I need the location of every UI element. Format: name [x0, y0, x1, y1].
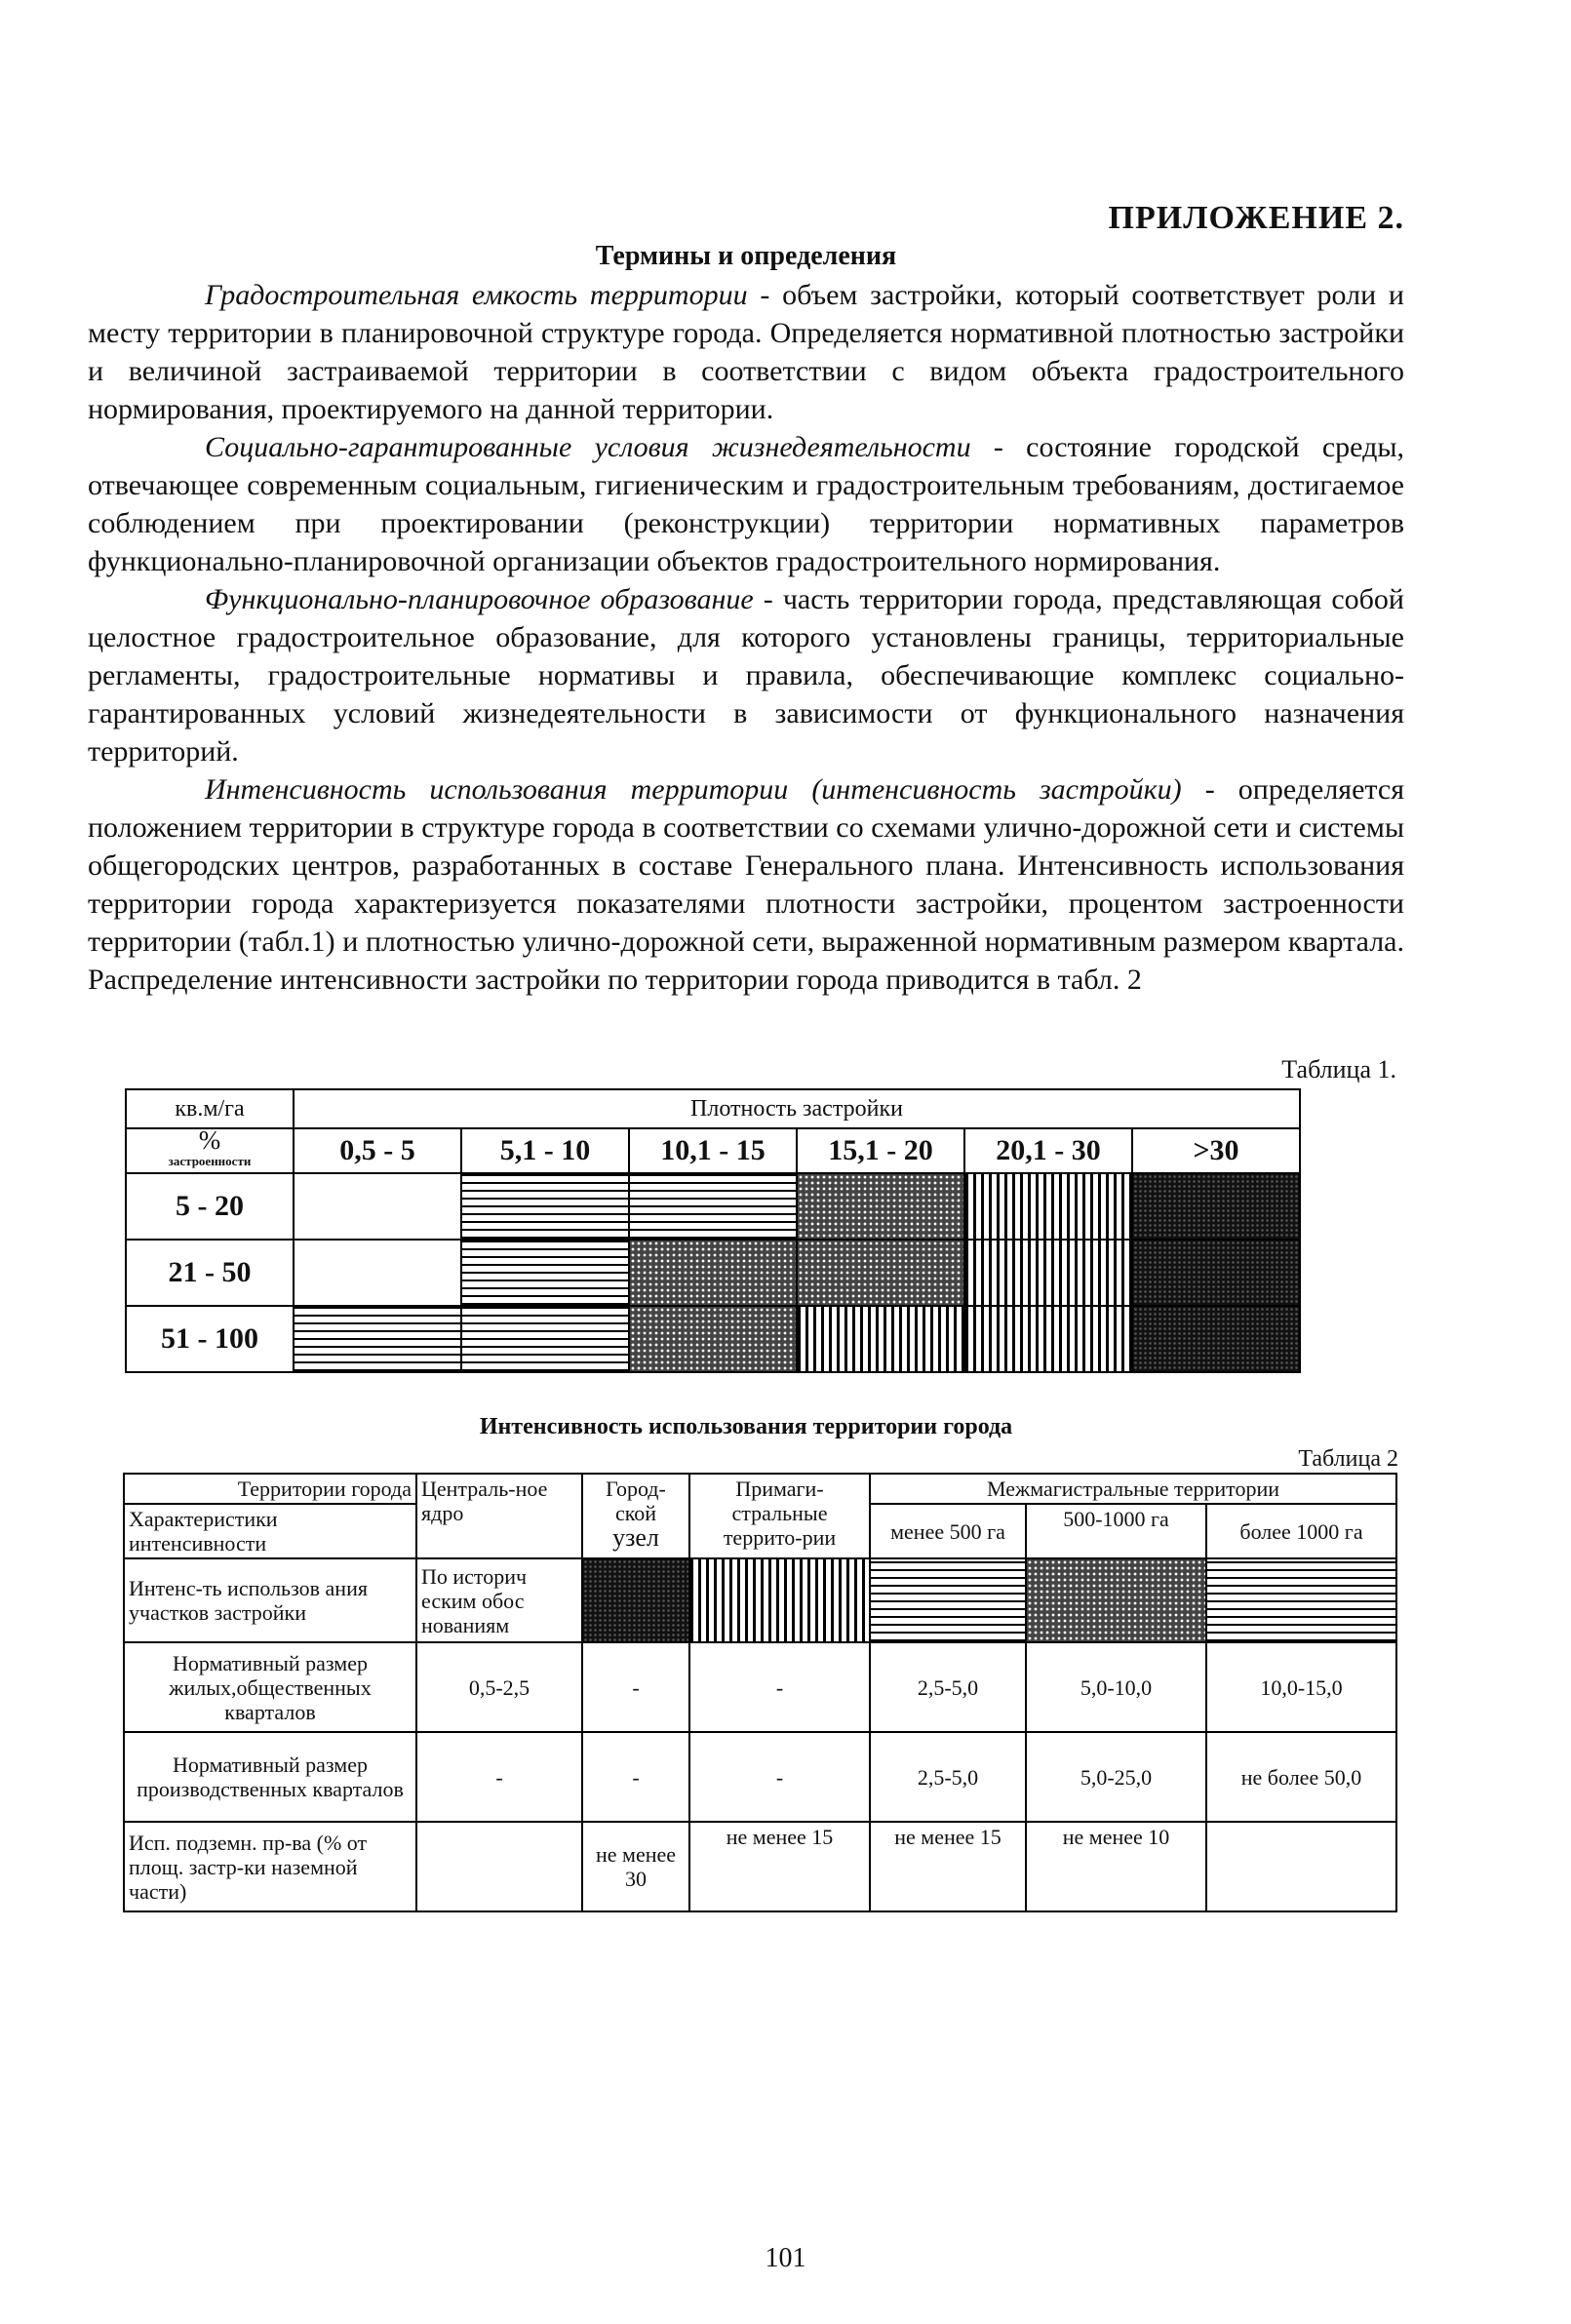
pattern-cell: [964, 1173, 1132, 1240]
table2-cell: -: [689, 1732, 870, 1822]
table2-cell: -: [582, 1642, 689, 1732]
term-name: Градостроительная емкость территории: [205, 279, 748, 311]
pattern-cell: [964, 1240, 1132, 1306]
table-row: [126, 1240, 1300, 1306]
pattern-cell: [1132, 1306, 1300, 1372]
term-paragraph: [88, 580, 1404, 770]
pattern-cell: [629, 1306, 797, 1372]
table2-sub-header: более 1000 га: [1206, 1504, 1396, 1558]
table-row: [124, 1558, 1396, 1642]
table1-col-header: 5,1 - 10: [461, 1128, 629, 1173]
table2-corner-bottom: Характеристики интенсивности: [124, 1504, 416, 1558]
table2-cell: не менее 30: [582, 1822, 689, 1911]
table2-corner-top: Территории города: [124, 1474, 416, 1504]
table2-sub-header: 500-1000 га: [1026, 1504, 1206, 1558]
table2-cell: не более 50,0: [1206, 1732, 1396, 1822]
term-paragraph: [88, 770, 1404, 999]
table1: [125, 1088, 1301, 1373]
section-heading: Термины и определения: [595, 241, 897, 271]
table2-sub-header: менее 500 га: [870, 1504, 1026, 1558]
table1-col-header: >30: [1132, 1128, 1300, 1173]
table2-cell: 2,5-5,0: [870, 1642, 1026, 1732]
table2-col-arterial: Примаги-стральные террито-рии: [689, 1474, 870, 1558]
table-row: [126, 1173, 1300, 1240]
term-name: Социально-гарантированные условия жизнедеятельности: [205, 431, 971, 463]
pattern-cell: [461, 1306, 629, 1372]
document-page: [88, 200, 1404, 1912]
table2-cell: не менее 10: [1026, 1822, 1206, 1911]
table2-col-inter: Межмагистральные территории: [870, 1474, 1396, 1504]
table1-row-label: 51 - 100: [126, 1306, 294, 1372]
pattern-cell: [294, 1240, 461, 1306]
pattern-cell: [1206, 1558, 1396, 1642]
table2-title: Интенсивность использования территории города: [479, 1414, 1013, 1439]
pattern-cell: [294, 1173, 461, 1240]
table2-cell: 2,5-5,0: [870, 1732, 1026, 1822]
pattern-cell: [797, 1173, 964, 1240]
table2: [123, 1473, 1397, 1912]
term-definition: - состояние городской среды, отвечающее современным социальным, гигиеническим и градостроительным требованиям, достигаемое соблюдением при проектировании (реконструкции) территории нормативных параметров функционально-планировочной организации объектов градостроительного нормирования.: [88, 431, 1404, 577]
pattern-cell: [629, 1240, 797, 1306]
table2-cell: 5,0-25,0: [1026, 1732, 1206, 1822]
table1-col-header: 0,5 - 5: [294, 1128, 461, 1173]
table2-cell: [416, 1822, 582, 1911]
pattern-cell: [870, 1558, 1026, 1642]
pattern-cell: [1132, 1173, 1300, 1240]
table-row: [124, 1642, 1396, 1732]
table1-col-header: 20,1 - 30: [964, 1128, 1132, 1173]
pattern-cell: [689, 1558, 870, 1642]
pattern-cell: [797, 1240, 964, 1306]
page-number: 101: [765, 2243, 806, 2273]
table2-row-label: Исп. подземн. пр-ва (% от площ. застр-ки наземной части): [124, 1822, 416, 1911]
pattern-cell: [294, 1306, 461, 1372]
term-paragraph: [88, 276, 1404, 428]
term-definition: - определяется положением территории в структуре города в соответствии со схемами улично-дорожной сети и системы общегородских центров, разработанных в составе Генерального плана. Интенсивность использования территории города характеризуется показателями плотности застройки, процентом застроенности территории (табл.1) и плотностью улично-дорожной сети, выраженной нормативным размером квартала. Распределение интенсивности застройки по территории города приводится в табл. 2: [88, 773, 1404, 996]
table2-caption: Таблица 2: [1298, 1446, 1398, 1472]
table2-row-label: Нормативный размер производственных кварталов: [124, 1732, 416, 1822]
table2-cell: 10,0-15,0: [1206, 1642, 1396, 1732]
table2-cell: не менее 15: [689, 1822, 870, 1911]
table2-row-label: Нормативный размер жилых,общественных кварталов: [124, 1642, 416, 1732]
pattern-cell: [1132, 1240, 1300, 1306]
pattern-cell: [461, 1173, 629, 1240]
table2-cell: По историч еским обос нованиям: [416, 1558, 582, 1642]
table2-cell: не менее 15: [870, 1822, 1026, 1911]
pattern-cell: [461, 1240, 629, 1306]
pattern-cell: [1026, 1558, 1206, 1642]
term-paragraph: [88, 428, 1404, 580]
table-row: [126, 1306, 1300, 1372]
table2-cell: -: [582, 1732, 689, 1822]
table2-col-center: Централь-ное ядро: [416, 1474, 582, 1558]
term-name: Функционально-планировочное образование: [205, 583, 754, 615]
pattern-cell: [629, 1173, 797, 1240]
table1-corner-top: кв.м/га: [126, 1089, 294, 1128]
term-name: Интенсивность использования территории (интенсивность застройки): [205, 773, 1182, 806]
table2-row-label: Интенс-ть использов ания участков застройки: [124, 1558, 416, 1642]
table2-cell: -: [689, 1642, 870, 1732]
appendix-title: ПРИЛОЖЕНИЕ 2.: [1108, 200, 1404, 236]
table2-cell: 5,0-10,0: [1026, 1642, 1206, 1732]
table-row: [124, 1732, 1396, 1822]
table1-caption: Таблица 1.: [1281, 1055, 1396, 1083]
pattern-cell: [582, 1558, 689, 1642]
term-definition: - часть территории города, представляющая собой целостное градостроительное образование, для которого установлены границы, территориальные регламенты, градостроительные нормативы и правила, обеспечивающие комплекс социально-гарантированных условий жизнедеятельности в зависимости от функционального назначения территорий.: [88, 583, 1404, 768]
term-definition: - объем застройки, который соответствует роли и месту территории в планировочной структуре города. Определяется нормативной плотностью застройки и величиной застраиваемой территории в соответствии с видом объекта градостроительного нормирования, проектируемого на данной территории.: [88, 279, 1404, 425]
table2-cell: 0,5-2,5: [416, 1642, 582, 1732]
table2-col-node: Город-ской узел: [582, 1474, 689, 1558]
table2-cell: -: [416, 1732, 582, 1822]
table1-col-header: 15,1 - 20: [797, 1128, 964, 1173]
table1-row-label: 21 - 50: [126, 1240, 294, 1306]
table2-cell: [1206, 1822, 1396, 1911]
table1-group-header: Плотность застройки: [294, 1089, 1300, 1128]
table1-row-label: 5 - 20: [126, 1173, 294, 1240]
table1-col-header: 10,1 - 15: [629, 1128, 797, 1173]
pattern-cell: [797, 1306, 964, 1372]
table-row: [124, 1822, 1396, 1911]
table1-corner-bottom: % застроенности: [126, 1128, 294, 1173]
pattern-cell: [964, 1306, 1132, 1372]
